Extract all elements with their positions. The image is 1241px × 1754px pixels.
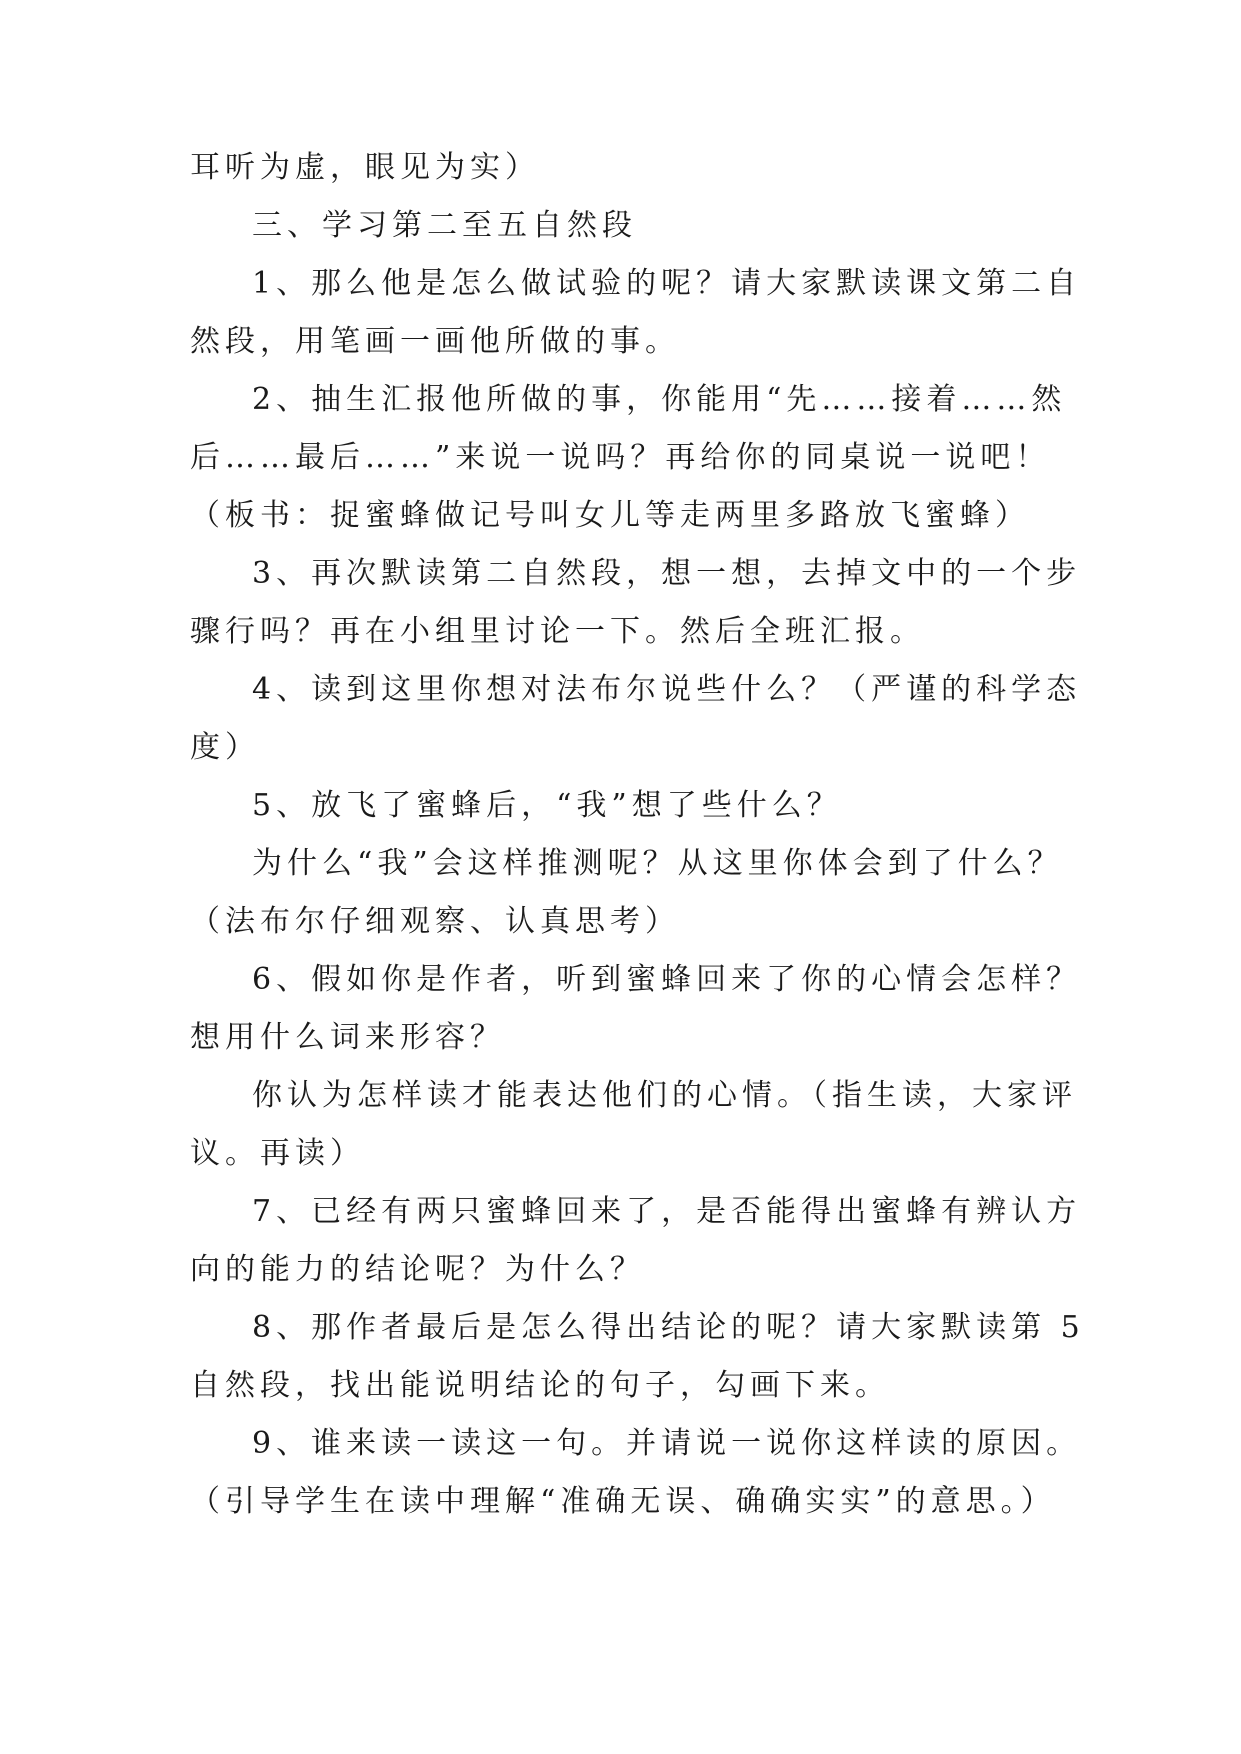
text-line: 1、那么他是怎么做试验的呢？请大家默读课文第二自	[252, 266, 1082, 301]
text-line: 度）	[190, 730, 260, 765]
section-heading: 三、学习第二至五自然段	[252, 208, 637, 243]
text-line: 后……最后……”来说一说吗？再给你的同桌说一说吧！	[190, 440, 1051, 475]
text-line: 向的能力的结论呢？为什么？	[190, 1252, 645, 1287]
text-line: （法布尔仔细观察、认真思考）	[190, 904, 680, 939]
text-line: （板书：捉蜜蜂做记号叫女儿等走两里多路放飞蜜蜂）	[190, 498, 1030, 533]
text-line: 8、那作者最后是怎么得出结论的呢？请大家默读第 5	[252, 1310, 1085, 1345]
text-line: 5、放飞了蜜蜂后，“我”想了些什么？	[252, 788, 842, 823]
text-line: 骤行吗？再在小组里讨论一下。然后全班汇报。	[190, 614, 925, 649]
text-line: 想用什么词来形容？	[190, 1020, 505, 1055]
text-line: 然段，用笔画一画他所做的事。	[190, 324, 680, 359]
text-line: 4、读到这里你想对法布尔说些什么？（严谨的科学态	[252, 672, 1082, 707]
text-line: 你认为怎样读才能表达他们的心情。（指生读，大家评	[252, 1078, 1077, 1113]
text-line: 为什么“我”会这样推测呢？从这里你体会到了什么？	[252, 846, 1063, 881]
text-line: 3、再次默读第二自然段，想一想，去掉文中的一个步	[252, 556, 1082, 591]
text-line: （引导学生在读中理解“准确无误、确确实实”的意思。）	[190, 1484, 1056, 1519]
text-line: 7、已经有两只蜜蜂回来了，是否能得出蜜蜂有辨认方	[252, 1194, 1082, 1229]
text-line: 自然段，找出能说明结论的句子，勾画下来。	[190, 1368, 890, 1403]
text-line: 9、谁来读一读这一句。并请说一说你这样读的原因。	[252, 1426, 1082, 1461]
text-line: 2、抽生汇报他所做的事，你能用“先……接着……然	[252, 382, 1067, 417]
text-line: 耳听为虚，眼见为实）	[190, 150, 540, 185]
text-line: 议。再读）	[190, 1136, 365, 1171]
text-line: 6、假如你是作者，听到蜜蜂回来了你的心情会怎样？	[252, 962, 1082, 997]
